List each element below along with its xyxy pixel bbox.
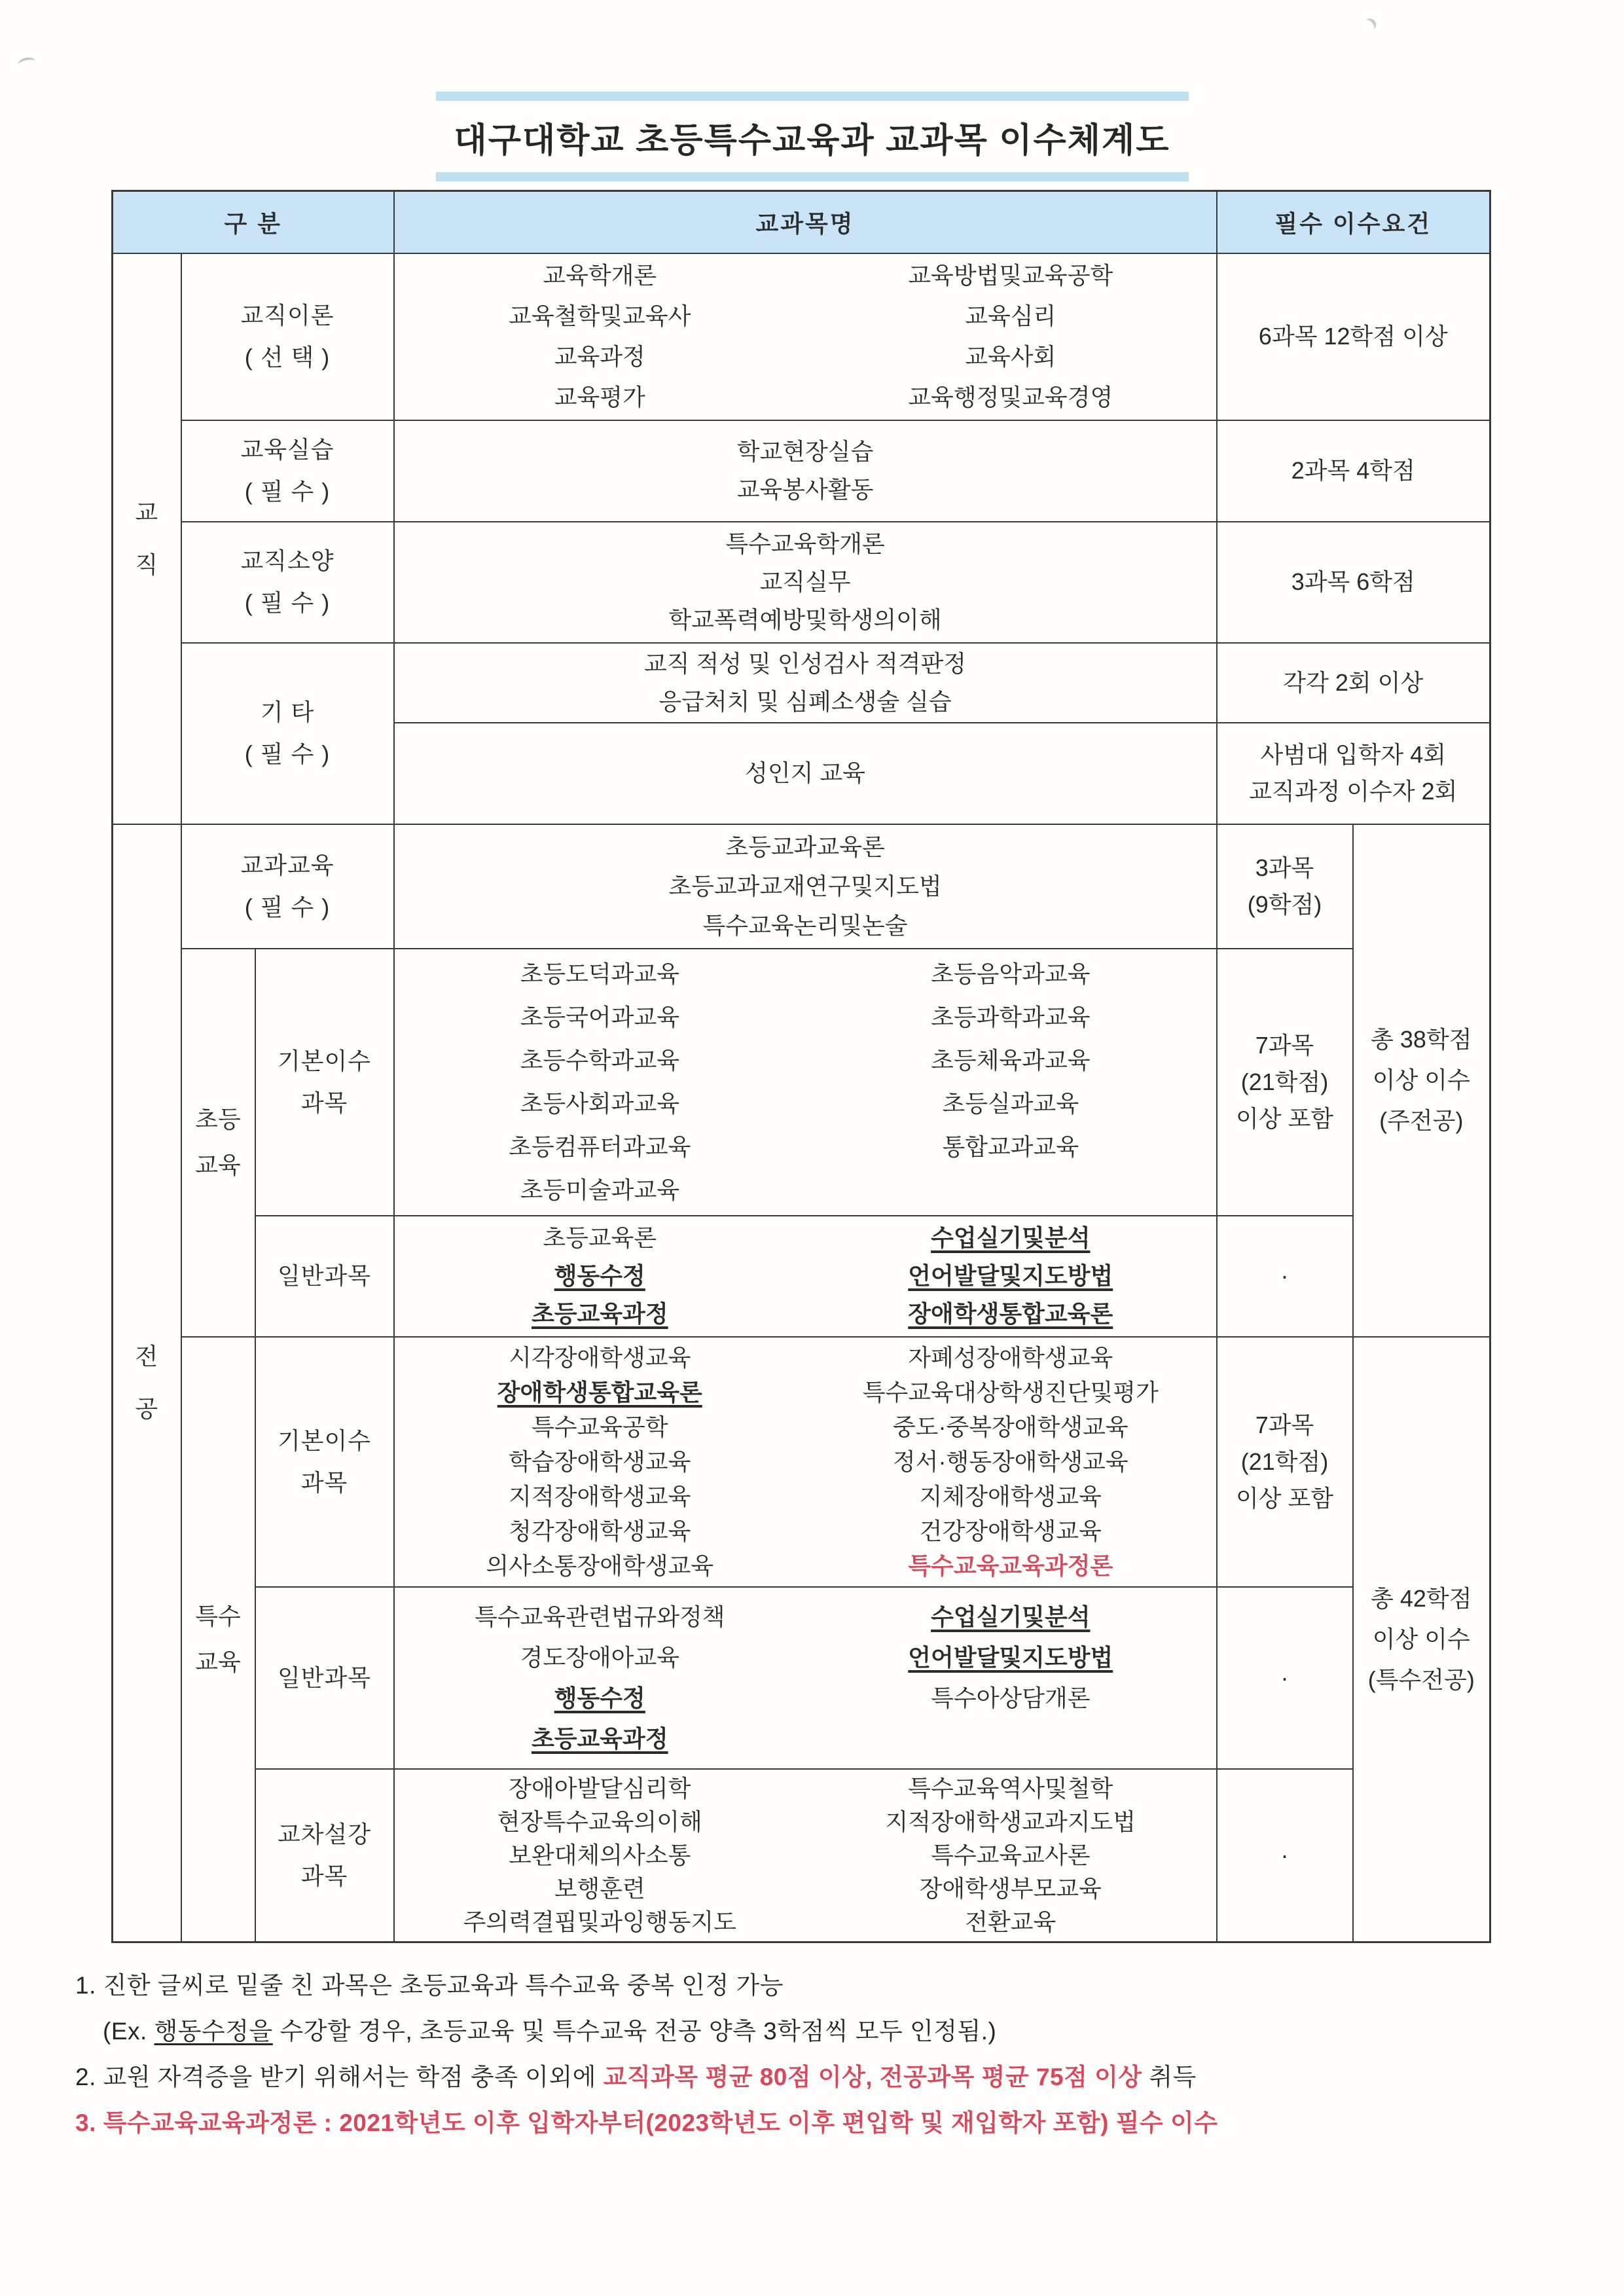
cell-requirement-etc-b: [1217, 723, 1490, 824]
course-name: 행동수정: [554, 1262, 645, 1289]
course-name: 학교현장실습: [736, 438, 874, 465]
course-columns: [395, 953, 1216, 1212]
subgroup-label-line: 초등: [195, 1106, 241, 1133]
course-name: 특수교육관련법규와정책: [475, 1603, 725, 1630]
cell-courses-elem-general: [394, 1216, 1217, 1337]
row-label-cross: [255, 1769, 394, 1942]
requirement-line: ·: [1280, 1262, 1289, 1289]
course-name: 수업실기및분석: [931, 1603, 1091, 1630]
course-column-left: [395, 953, 806, 1212]
footnote-segment: (Ex.: [103, 2018, 154, 2045]
row-label-line: 기본이수: [277, 1427, 372, 1454]
requirement-line: 총 42학점: [1371, 1584, 1472, 1612]
course-column-left: [395, 255, 806, 418]
course-name: 청각장애학생교육: [509, 1518, 691, 1544]
requirement-line: 3과목 6학점: [1291, 568, 1415, 595]
course-name: 특수교육학개론: [725, 530, 885, 557]
row-label-elem-general: [255, 1216, 394, 1337]
row-label-line: 교직이론: [240, 302, 334, 329]
cell-requirement-liberal: [1217, 522, 1490, 643]
course-name: 중도·중복장애학생교육: [892, 1413, 1128, 1440]
course-name: 전환교육: [965, 1908, 1056, 1936]
course-name: 주의력결핍및과잉행동지도: [463, 1908, 736, 1936]
requirement-line: 6과목 12학점 이상: [1258, 323, 1448, 350]
cell-courses-etc-b: [394, 723, 1217, 824]
table-row: [113, 643, 1490, 723]
course-name: 학교폭력예방및학생의이해: [668, 606, 942, 633]
row-label-line: 일반과목: [277, 1664, 372, 1691]
table-header-row: [113, 191, 1490, 253]
table-row: [113, 824, 1490, 949]
cell-requirement-spec-general: [1217, 1587, 1353, 1769]
course-name: 특수아상담개론: [931, 1684, 1091, 1711]
course-columns: [395, 1597, 1216, 1759]
course-name: 장애학생통합교육론: [908, 1300, 1113, 1327]
course-name: 초등수학과교육: [520, 1046, 679, 1074]
course-column-left: [395, 1597, 806, 1759]
row-label-line: 과목: [300, 1468, 348, 1496]
requirement-line: 이상 이수: [1372, 1625, 1470, 1652]
footnote-segment: 1. 진한 글씨로 밑줄 친 과목은 초등교육과 특수교육 중복 인정 가능: [75, 1972, 784, 1999]
cell-requirement-theory: [1217, 253, 1490, 420]
course-name: 수업실기및분석: [931, 1224, 1091, 1251]
course-name: 정서·행동장애학생교육: [892, 1448, 1128, 1475]
subgroup-label-teuksu: [181, 1337, 255, 1942]
table-row: [113, 522, 1490, 643]
requirement-line: 3과목: [1255, 854, 1314, 881]
course-name: 특수교육교육과정론: [908, 1552, 1113, 1579]
subgroup-label-chodeung: [181, 949, 255, 1337]
course-name: 특수교육논리및논술: [702, 911, 908, 939]
cell-total-requirement-major: [1353, 824, 1490, 1337]
requirement-line: (주전공): [1379, 1107, 1464, 1134]
subgroup-label-line: 교육: [195, 1152, 241, 1178]
course-column-right: [805, 953, 1216, 1212]
course-name: 현장특수교육의이해: [497, 1808, 702, 1836]
row-label-line: 과목: [300, 1089, 348, 1116]
row-label-theory: [181, 253, 394, 420]
footnote-segment: 3. 특수교육교육과정론 : 2021학년도 이후 입학자부터(2023학년도 이후 편입학 및 재입학자 포함) 필수 이수: [75, 2109, 1218, 2136]
course-name: 초등국어과교육: [520, 1003, 679, 1030]
course-name: 특수교육대상학생진단및평가: [862, 1379, 1159, 1406]
table-row: [113, 1216, 1490, 1337]
scan-artifact: [18, 56, 37, 69]
course-name: 초등교육과정: [531, 1300, 668, 1327]
page-title: 대구대학교 초등특수교육과 교과목 이수체계도: [454, 122, 1170, 160]
course-name: 장애아발달심리학: [509, 1775, 691, 1802]
title-highlight-bar-top: [436, 92, 1189, 101]
course-columns: [395, 1772, 1216, 1939]
course-name: 장애학생통합교육론: [497, 1379, 702, 1406]
course-name: 보완대체의사소통: [509, 1842, 691, 1869]
course-column-right: [805, 1772, 1216, 1939]
course-column-left: [395, 1772, 806, 1939]
footnote-3: [75, 2100, 1568, 2146]
requirement-line: 이상 이수: [1372, 1066, 1470, 1093]
course-name: 보행훈련: [554, 1875, 645, 1903]
footnote-segment: 수강할 경우, 초등교육 및 특수교육 전공 양측 3학점씩 모두 인정됨.): [272, 2018, 997, 2045]
course-name: 초등실과교육: [942, 1089, 1079, 1117]
footnote-2: [75, 2054, 1568, 2100]
cell-courses-spec-basic: [394, 1337, 1217, 1587]
row-label-line: 기본이수: [277, 1047, 372, 1074]
course-name: 지적장애학생교육: [509, 1483, 691, 1510]
row-label-line: 교육실습: [240, 436, 334, 463]
course-name: 의사소통장애학생교육: [486, 1552, 714, 1579]
requirement-line: 이상 포함: [1235, 1104, 1334, 1132]
col-header-requirement: 필수 이수요건: [1217, 191, 1490, 253]
course-name: 교육학개론: [543, 262, 657, 289]
course-name: 교직실무: [759, 568, 851, 595]
cell-requirement-elem-basic: [1217, 949, 1353, 1216]
cell-total-requirement-special: [1353, 1337, 1490, 1942]
cell-requirement-cross: [1217, 1769, 1353, 1942]
footnote-segment: 교직과목 평균 80점 이상, 전공과목 평균 75점 이상: [603, 2064, 1142, 2090]
requirement-line: ·: [1280, 1664, 1289, 1691]
course-name: 특수교육교사론: [931, 1842, 1091, 1869]
row-label-spec-general: [255, 1587, 394, 1769]
curriculum-table: [111, 190, 1491, 1943]
course-name: 장애학생부모교육: [919, 1875, 1102, 1903]
course-name: 교직 적성 및 인성검사 적격판정: [643, 649, 967, 677]
course-name: 건강장애학생교육: [919, 1518, 1102, 1544]
course-name: 성인지 교육: [745, 759, 865, 786]
course-column-left: [395, 1340, 806, 1583]
row-label-line: 교직소양: [240, 547, 334, 574]
group-label-line: 전: [135, 1343, 159, 1370]
row-label-line: ( 필 수 ): [244, 740, 331, 767]
course-name: 초등교과교육론: [725, 833, 885, 860]
row-label-spec-basic: [255, 1337, 394, 1587]
table-row: [113, 1337, 1490, 1587]
row-label-liberal: [181, 522, 394, 643]
row-label-line: ( 선 택 ): [244, 344, 331, 371]
cell-requirement-practice: [1217, 420, 1490, 522]
course-name: 초등교과교재연구및지도법: [668, 872, 942, 900]
cell-courses-cross: [394, 1769, 1217, 1942]
row-label-line: 과목: [300, 1862, 348, 1889]
course-columns: [395, 1340, 1216, 1583]
row-label-line: ( 필 수 ): [244, 589, 331, 616]
footnote-1-example: [75, 2009, 1568, 2054]
course-name: 초등미술과교육: [520, 1176, 679, 1203]
course-column-right: [805, 1219, 1216, 1333]
cell-requirement-spec-basic: [1217, 1337, 1353, 1587]
col-header-course-name: 교과목명: [394, 191, 1217, 253]
footnote-segment: 행동수정을: [154, 2018, 273, 2045]
row-label-line: 기 타: [260, 699, 315, 725]
course-name: 초등음악과교육: [931, 960, 1091, 987]
requirement-line: ·: [1280, 1841, 1289, 1868]
course-name: 특수교육역사및철학: [908, 1775, 1113, 1802]
course-name: 학습장애학생교육: [509, 1448, 691, 1475]
requirement-line: 7과목: [1255, 1411, 1314, 1438]
table-row: [113, 1769, 1490, 1942]
col-header-category: 구 분: [113, 191, 394, 253]
requirement-line: 이상 포함: [1235, 1484, 1334, 1512]
course-name: 교육행정및교육경영: [908, 384, 1113, 410]
requirement-line: (9학점): [1247, 890, 1322, 918]
course-name: 교육과정: [554, 343, 645, 370]
course-name: 초등체육과교육: [931, 1046, 1091, 1074]
course-name: 교육방법및교육공학: [908, 262, 1113, 289]
table-row: [113, 1587, 1490, 1769]
course-name: 초등과학과교육: [931, 1003, 1091, 1030]
row-label-line: ( 필 수 ): [244, 893, 331, 920]
requirement-line: 각각 2회 이상: [1283, 668, 1424, 696]
footnote-segment: 취득: [1142, 2064, 1197, 2090]
requirement-line: (특수전공): [1367, 1666, 1475, 1693]
requirement-line: 사범대 입학자 4회: [1260, 741, 1447, 768]
cell-requirement-subject-edu: [1217, 824, 1353, 949]
cell-courses-theory: [394, 253, 1217, 420]
cell-requirement-etc-a: [1217, 643, 1490, 723]
scan-artifact: [1360, 16, 1379, 35]
course-columns: [395, 255, 1216, 418]
requirement-line: 7과목: [1255, 1031, 1314, 1059]
row-label-line: ( 필 수 ): [244, 478, 331, 505]
row-label-elem-basic: [255, 949, 394, 1216]
group-label-line: 공: [135, 1395, 159, 1423]
subgroup-label-line: 교육: [195, 1648, 241, 1675]
course-column-right: [805, 255, 1216, 418]
row-label-practice: [181, 420, 394, 522]
group-label-jeongong: [113, 824, 181, 1942]
requirement-line: (21학점): [1240, 1068, 1329, 1095]
cell-courses-practice: [394, 420, 1217, 522]
cell-courses-liberal: [394, 522, 1217, 643]
course-name: 초등교육과정: [531, 1724, 668, 1752]
title-highlight-bar-bottom: [436, 172, 1189, 181]
group-label-line: 교: [135, 498, 159, 526]
cell-courses-elem-basic: [394, 949, 1217, 1216]
course-name: 초등사회과교육: [520, 1089, 679, 1117]
cell-courses-subject-edu: [394, 824, 1217, 949]
footnotes: [75, 1963, 1568, 2146]
cell-courses-etc-a: [394, 643, 1217, 723]
course-name: 교육철학및교육사: [509, 302, 691, 329]
row-label-line: 교과교육: [240, 851, 334, 879]
course-name: 초등도덕과교육: [520, 960, 679, 987]
requirement-line: 교직과정 이수자 2회: [1249, 778, 1458, 805]
course-name: 언어발달및지도방법: [908, 1262, 1113, 1289]
cell-courses-spec-general: [394, 1587, 1217, 1769]
course-name: 특수교육공학: [531, 1413, 668, 1440]
course-name: 응급처치 및 심폐소생술 실습: [659, 687, 952, 715]
footnote-1: [75, 1963, 1568, 2009]
course-name: 교육사회: [965, 343, 1056, 370]
course-column-right: [805, 1597, 1216, 1759]
course-name: 교육심리: [965, 302, 1056, 329]
course-name: 경도장애아교육: [520, 1643, 679, 1671]
title-block: [0, 92, 1624, 181]
course-name: 시각장애학생교육: [509, 1344, 691, 1371]
table-row: [113, 949, 1490, 1216]
row-label-line: 교차설강: [277, 1820, 372, 1848]
course-column-left: [395, 1219, 806, 1333]
course-name: 언어발달및지도방법: [908, 1643, 1113, 1671]
group-label-gyojik: [113, 253, 181, 824]
row-label-line: 일반과목: [277, 1262, 372, 1289]
course-columns: [395, 1219, 1216, 1333]
course-name: 초등교육론: [543, 1224, 657, 1251]
row-label-subject-edu: [181, 824, 394, 949]
cell-requirement-elem-general: [1217, 1216, 1353, 1337]
footnote-segment: 2. 교원 자격증을 받기 위해서는 학점 충족 이외에: [75, 2064, 604, 2090]
subgroup-label-line: 특수: [195, 1602, 241, 1630]
requirement-line: 2과목 4학점: [1291, 457, 1415, 484]
course-column-right: [805, 1340, 1216, 1583]
course-name: 행동수정: [554, 1684, 645, 1711]
course-name: 지체장애학생교육: [919, 1483, 1102, 1510]
requirement-line: 총 38학점: [1371, 1026, 1472, 1053]
group-label-line: 직: [135, 551, 159, 578]
requirement-line: (21학점): [1240, 1448, 1329, 1475]
course-name: 통합교과교육: [942, 1133, 1079, 1160]
course-name: 교육평가: [554, 384, 645, 410]
table-row: [113, 420, 1490, 522]
course-name: 지적장애학생교과지도법: [885, 1808, 1136, 1836]
course-name: 교육봉사활동: [736, 476, 874, 503]
table-row: [113, 253, 1490, 420]
course-name: 자폐성장애학생교육: [908, 1344, 1113, 1371]
course-name: 초등컴퓨터과교육: [509, 1133, 691, 1160]
row-label-etc: [181, 643, 394, 824]
